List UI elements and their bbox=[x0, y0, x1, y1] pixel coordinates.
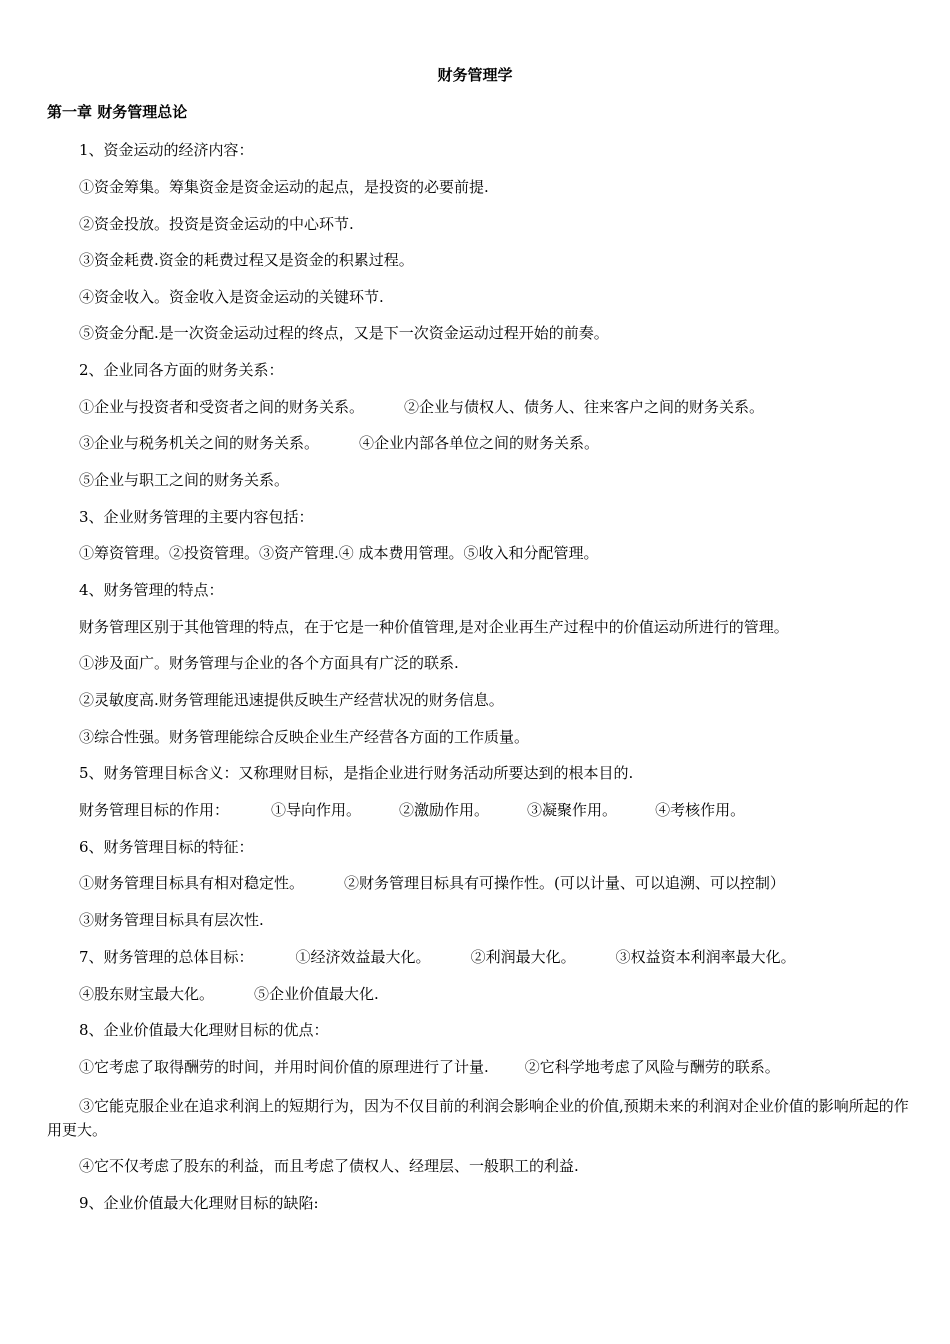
section-5-role-3: ③凝聚作用。 bbox=[527, 801, 618, 819]
section-4-item-3: ③综合性强。财务管理能综合反映企业生产经营各方面的工作质量。 bbox=[79, 728, 530, 746]
section-5-heading: 5、财务管理目标含义：又称理财目标，是指企业进行财务活动所要达到的根本目的. bbox=[79, 764, 634, 782]
section-1-heading: 1、资金运动的经济内容： bbox=[79, 141, 254, 159]
section-5-roles-label: 财务管理目标的作用： bbox=[79, 801, 230, 819]
section-2-item-1b: ②企业与债权人、债务人、往来客户之间的财务关系。 bbox=[404, 398, 765, 416]
section-7-heading-row bbox=[79, 946, 796, 968]
section-2-item-2 bbox=[79, 432, 599, 454]
section-1-item-3: ③资金耗费.资金的耗费过程又是资金的积累过程。 bbox=[79, 251, 414, 269]
section-5-role-2: ②激励作用。 bbox=[399, 801, 490, 819]
section-1-item-5: ⑤资金分配.是一次资金运动过程的终点，又是下一次资金运动过程开始的前奏。 bbox=[79, 324, 609, 342]
section-6-item-1a: ①财务管理目标具有相对稳定性。 bbox=[79, 874, 305, 892]
section-8-item-4: ④它不仅考虑了股东的利益，而且考虑了债权人、经理层、一般职工的利益. bbox=[79, 1157, 579, 1175]
section-7-goal-5: ⑤企业价值最大化. bbox=[254, 985, 379, 1003]
section-6-item-2: ③财务管理目标具有层次性. bbox=[79, 911, 264, 929]
section-2-item-2b: ④企业内部各单位之间的财务关系。 bbox=[359, 434, 600, 452]
section-7-heading: 7、财务管理的总体目标： bbox=[79, 948, 254, 966]
section-1-item-1: ①资金筹集。筹集资金是资金运动的起点，是投资的必要前提. bbox=[79, 178, 489, 196]
section-3-item-1: ①筹资管理。②投资管理。③资产管理.④ 成本费用管理。⑤收入和分配管理。 bbox=[79, 544, 599, 562]
section-4-text: 财务管理区别于其他管理的特点，在于它是一种价值管理,是对企业再生产过程中的价值运动所进行的管理。 bbox=[79, 618, 789, 636]
section-2-heading: 2、企业同各方面的财务关系： bbox=[79, 361, 284, 379]
section-2-item-2a: ③企业与税务机关之间的财务关系。 bbox=[79, 434, 320, 452]
section-6-item-1b: ②财务管理目标具有可操作性。(可以计量、可以追溯、可以控制） bbox=[344, 874, 785, 892]
section-7-goal-4: ④股东财宝最大化。 bbox=[79, 985, 215, 1003]
document-title: 财务管理学 bbox=[437, 66, 513, 84]
section-2-item-1 bbox=[79, 396, 764, 418]
section-5-roles bbox=[79, 799, 745, 821]
section-4-heading: 4、财务管理的特点： bbox=[79, 581, 224, 599]
section-4-item-2: ②灵敏度高.财务管理能迅速提供反映生产经营状况的财务信息。 bbox=[79, 691, 504, 709]
section-6-heading: 6、财务管理目标的特征： bbox=[79, 838, 254, 856]
section-4-item-1: ①涉及面广。财务管理与企业的各个方面具有广泛的联系. bbox=[79, 654, 459, 672]
section-7-goal-2: ②利润最大化。 bbox=[470, 948, 576, 966]
section-2-item-3: ⑤企业与职工之间的财务关系。 bbox=[79, 471, 290, 489]
section-1-item-2: ②资金投放。投资是资金运动的中心环节. bbox=[79, 215, 354, 233]
section-1-item-4: ④资金收入。资金收入是资金运动的关键环节. bbox=[79, 288, 384, 306]
section-5-role-1: ①导向作用。 bbox=[271, 801, 362, 819]
section-7-goal-3: ③权益资本利润率最大化。 bbox=[615, 948, 796, 966]
section-8-heading: 8、企业价值最大化理财目标的优点： bbox=[79, 1021, 329, 1039]
section-7-row-2 bbox=[79, 983, 379, 1005]
chapter-heading: 第一章 财务管理总论 bbox=[47, 103, 188, 121]
section-8-item-1b: ②它科学地考虑了风险与酬劳的联系。 bbox=[524, 1058, 780, 1076]
section-2-item-1a: ①企业与投资者和受资者之间的财务关系。 bbox=[79, 398, 365, 416]
section-8-item-1a: ①它考虑了取得酬劳的时间，并用时间价值的原理进行了计量. bbox=[79, 1058, 489, 1076]
section-7-goal-1: ①经济效益最大化。 bbox=[295, 948, 431, 966]
section-6-item-1 bbox=[79, 872, 785, 894]
section-8-item-1 bbox=[79, 1056, 780, 1078]
section-8-item-3: ③它能克服企业在追求利润上的短期行为，因为不仅目前的利润会影响企业的价值,预期未来的利润对企业价值的影响所起的作用更大。 bbox=[47, 1097, 909, 1139]
section-5-role-4: ④考核作用。 bbox=[655, 801, 746, 819]
section-9-heading: 9、企业价值最大化理财目标的缺陷: bbox=[79, 1194, 319, 1212]
section-3-heading: 3、企业财务管理的主要内容包括： bbox=[79, 508, 314, 526]
